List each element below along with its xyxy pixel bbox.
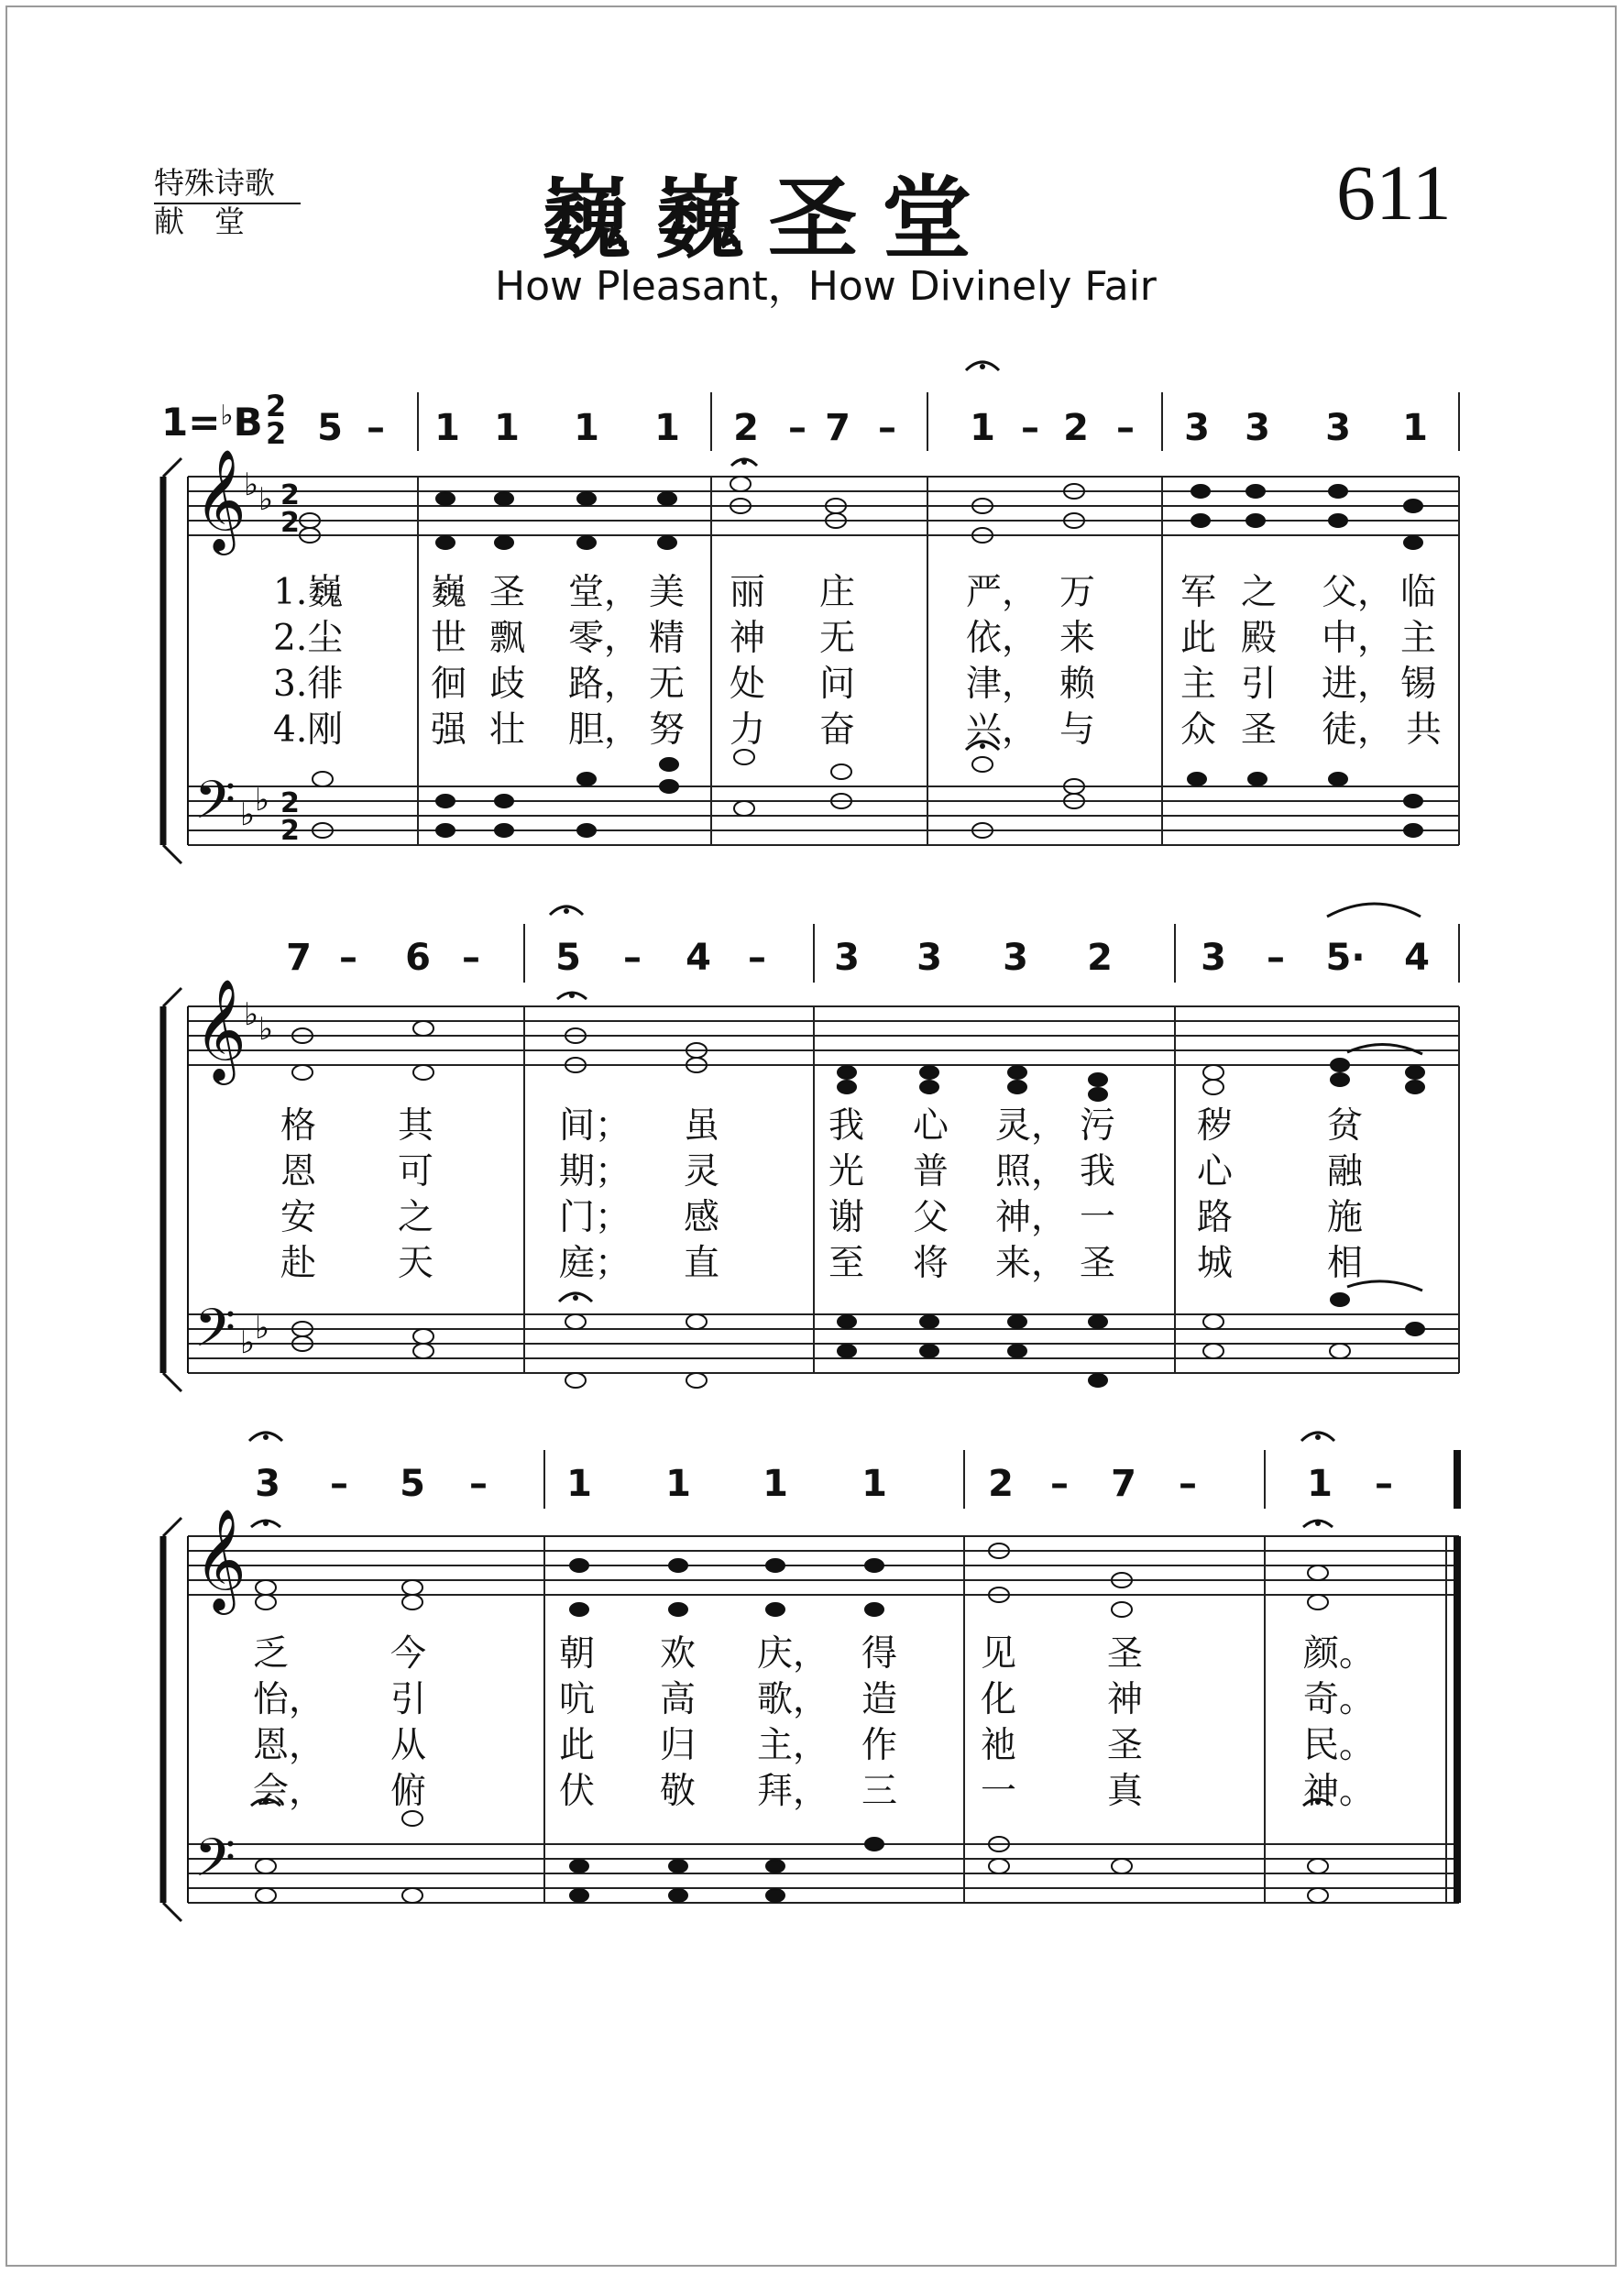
svg-text:♭: ♭ (240, 1324, 256, 1361)
jianpu-note: 2 (1087, 937, 1113, 979)
jianpu-note: 2 (733, 407, 759, 449)
jianpu-note: 1 (1402, 407, 1428, 449)
jianpu-note: 6 (405, 937, 431, 979)
jianpu-dash: – (469, 1463, 488, 1505)
svg-text:𝄞: 𝄞 (194, 448, 247, 551)
hymn-title: 巍巍圣堂 (541, 166, 996, 271)
jianpu-note: 3 (916, 937, 942, 979)
jianpu-note: 1 (665, 1463, 691, 1505)
svg-text:2: 2 (280, 507, 300, 539)
subcategory-label: 献 堂 (154, 203, 245, 239)
jianpu-note: 1 (1307, 1463, 1333, 1505)
jianpu-note: 1 (970, 407, 995, 449)
jianpu-note: 5 (317, 407, 343, 449)
svg-text:2: 2 (280, 479, 300, 511)
category-label: 特殊诗歌 (154, 165, 275, 201)
jianpu-dash: – (1021, 407, 1039, 449)
svg-text:♭: ♭ (258, 481, 274, 518)
jianpu-note: 7 (825, 407, 850, 449)
jianpu-dash: – (1179, 1463, 1197, 1505)
jianpu-dash: – (878, 407, 896, 449)
svg-text:𝄞: 𝄞 (194, 1508, 247, 1610)
hymn-subtitle: How Pleasant，How Divinely Fair (495, 263, 1157, 310)
jianpu-dash: – (339, 937, 357, 979)
jianpu-note: 7 (286, 937, 312, 979)
jianpu-note: 1 (654, 407, 680, 449)
svg-text:♭: ♭ (255, 1310, 270, 1346)
jianpu-dash: – (1267, 937, 1285, 979)
svg-text:𝄢: 𝄢 (194, 1827, 236, 1902)
jianpu-dash: – (1116, 407, 1135, 449)
jianpu-note: 1 (494, 407, 520, 449)
hymn-number: 611 (1336, 148, 1452, 236)
jianpu-dash: – (1375, 1463, 1393, 1505)
svg-text:2: 2 (280, 787, 300, 819)
svg-text:♭: ♭ (258, 1011, 274, 1048)
jianpu-note: 5· (1325, 937, 1366, 979)
jianpu-note: 1 (566, 1463, 592, 1505)
time-signature: 2 2 (266, 389, 287, 451)
jianpu-note: 3 (255, 1463, 280, 1505)
jianpu-note: 3 (1245, 407, 1270, 449)
jianpu-note: 3 (1003, 937, 1028, 979)
jianpu-dash: – (623, 937, 642, 979)
svg-text:𝄞: 𝄞 (194, 978, 247, 1081)
svg-text:♭: ♭ (240, 796, 256, 833)
jianpu-note: 3 (1184, 407, 1210, 449)
svg-text:♭: ♭ (244, 996, 259, 1033)
jianpu-dash: – (330, 1463, 348, 1505)
jianpu-note: 2 (988, 1463, 1014, 1505)
svg-text:𝄢: 𝄢 (194, 769, 236, 844)
jianpu-note: 4 (686, 937, 711, 979)
svg-text:2: 2 (280, 815, 300, 847)
jianpu-dash: – (367, 407, 385, 449)
jianpu-dash: – (462, 937, 480, 979)
jianpu-note: 1 (434, 407, 460, 449)
jianpu-note: 5 (400, 1463, 425, 1505)
jianpu-note: 1 (574, 407, 599, 449)
jianpu-dash: – (748, 937, 766, 979)
jianpu-note: 3 (834, 937, 860, 979)
jianpu-note: 5 (555, 937, 581, 979)
jianpu-note: 2 (1063, 407, 1089, 449)
jianpu-note: 4 (1404, 937, 1430, 979)
svg-text:♭: ♭ (255, 782, 270, 818)
jianpu-dash: – (1050, 1463, 1069, 1505)
jianpu-note: 3 (1325, 407, 1351, 449)
jianpu-dash: – (788, 407, 807, 449)
jianpu-note: 1 (861, 1463, 887, 1505)
svg-text:♭: ♭ (244, 467, 259, 503)
key-signature: 1=♭B (161, 400, 263, 445)
jianpu-note: 1 (763, 1463, 788, 1505)
jianpu-note: 7 (1111, 1463, 1136, 1505)
svg-text:𝄢: 𝄢 (194, 1297, 236, 1372)
jianpu-note: 3 (1201, 937, 1226, 979)
